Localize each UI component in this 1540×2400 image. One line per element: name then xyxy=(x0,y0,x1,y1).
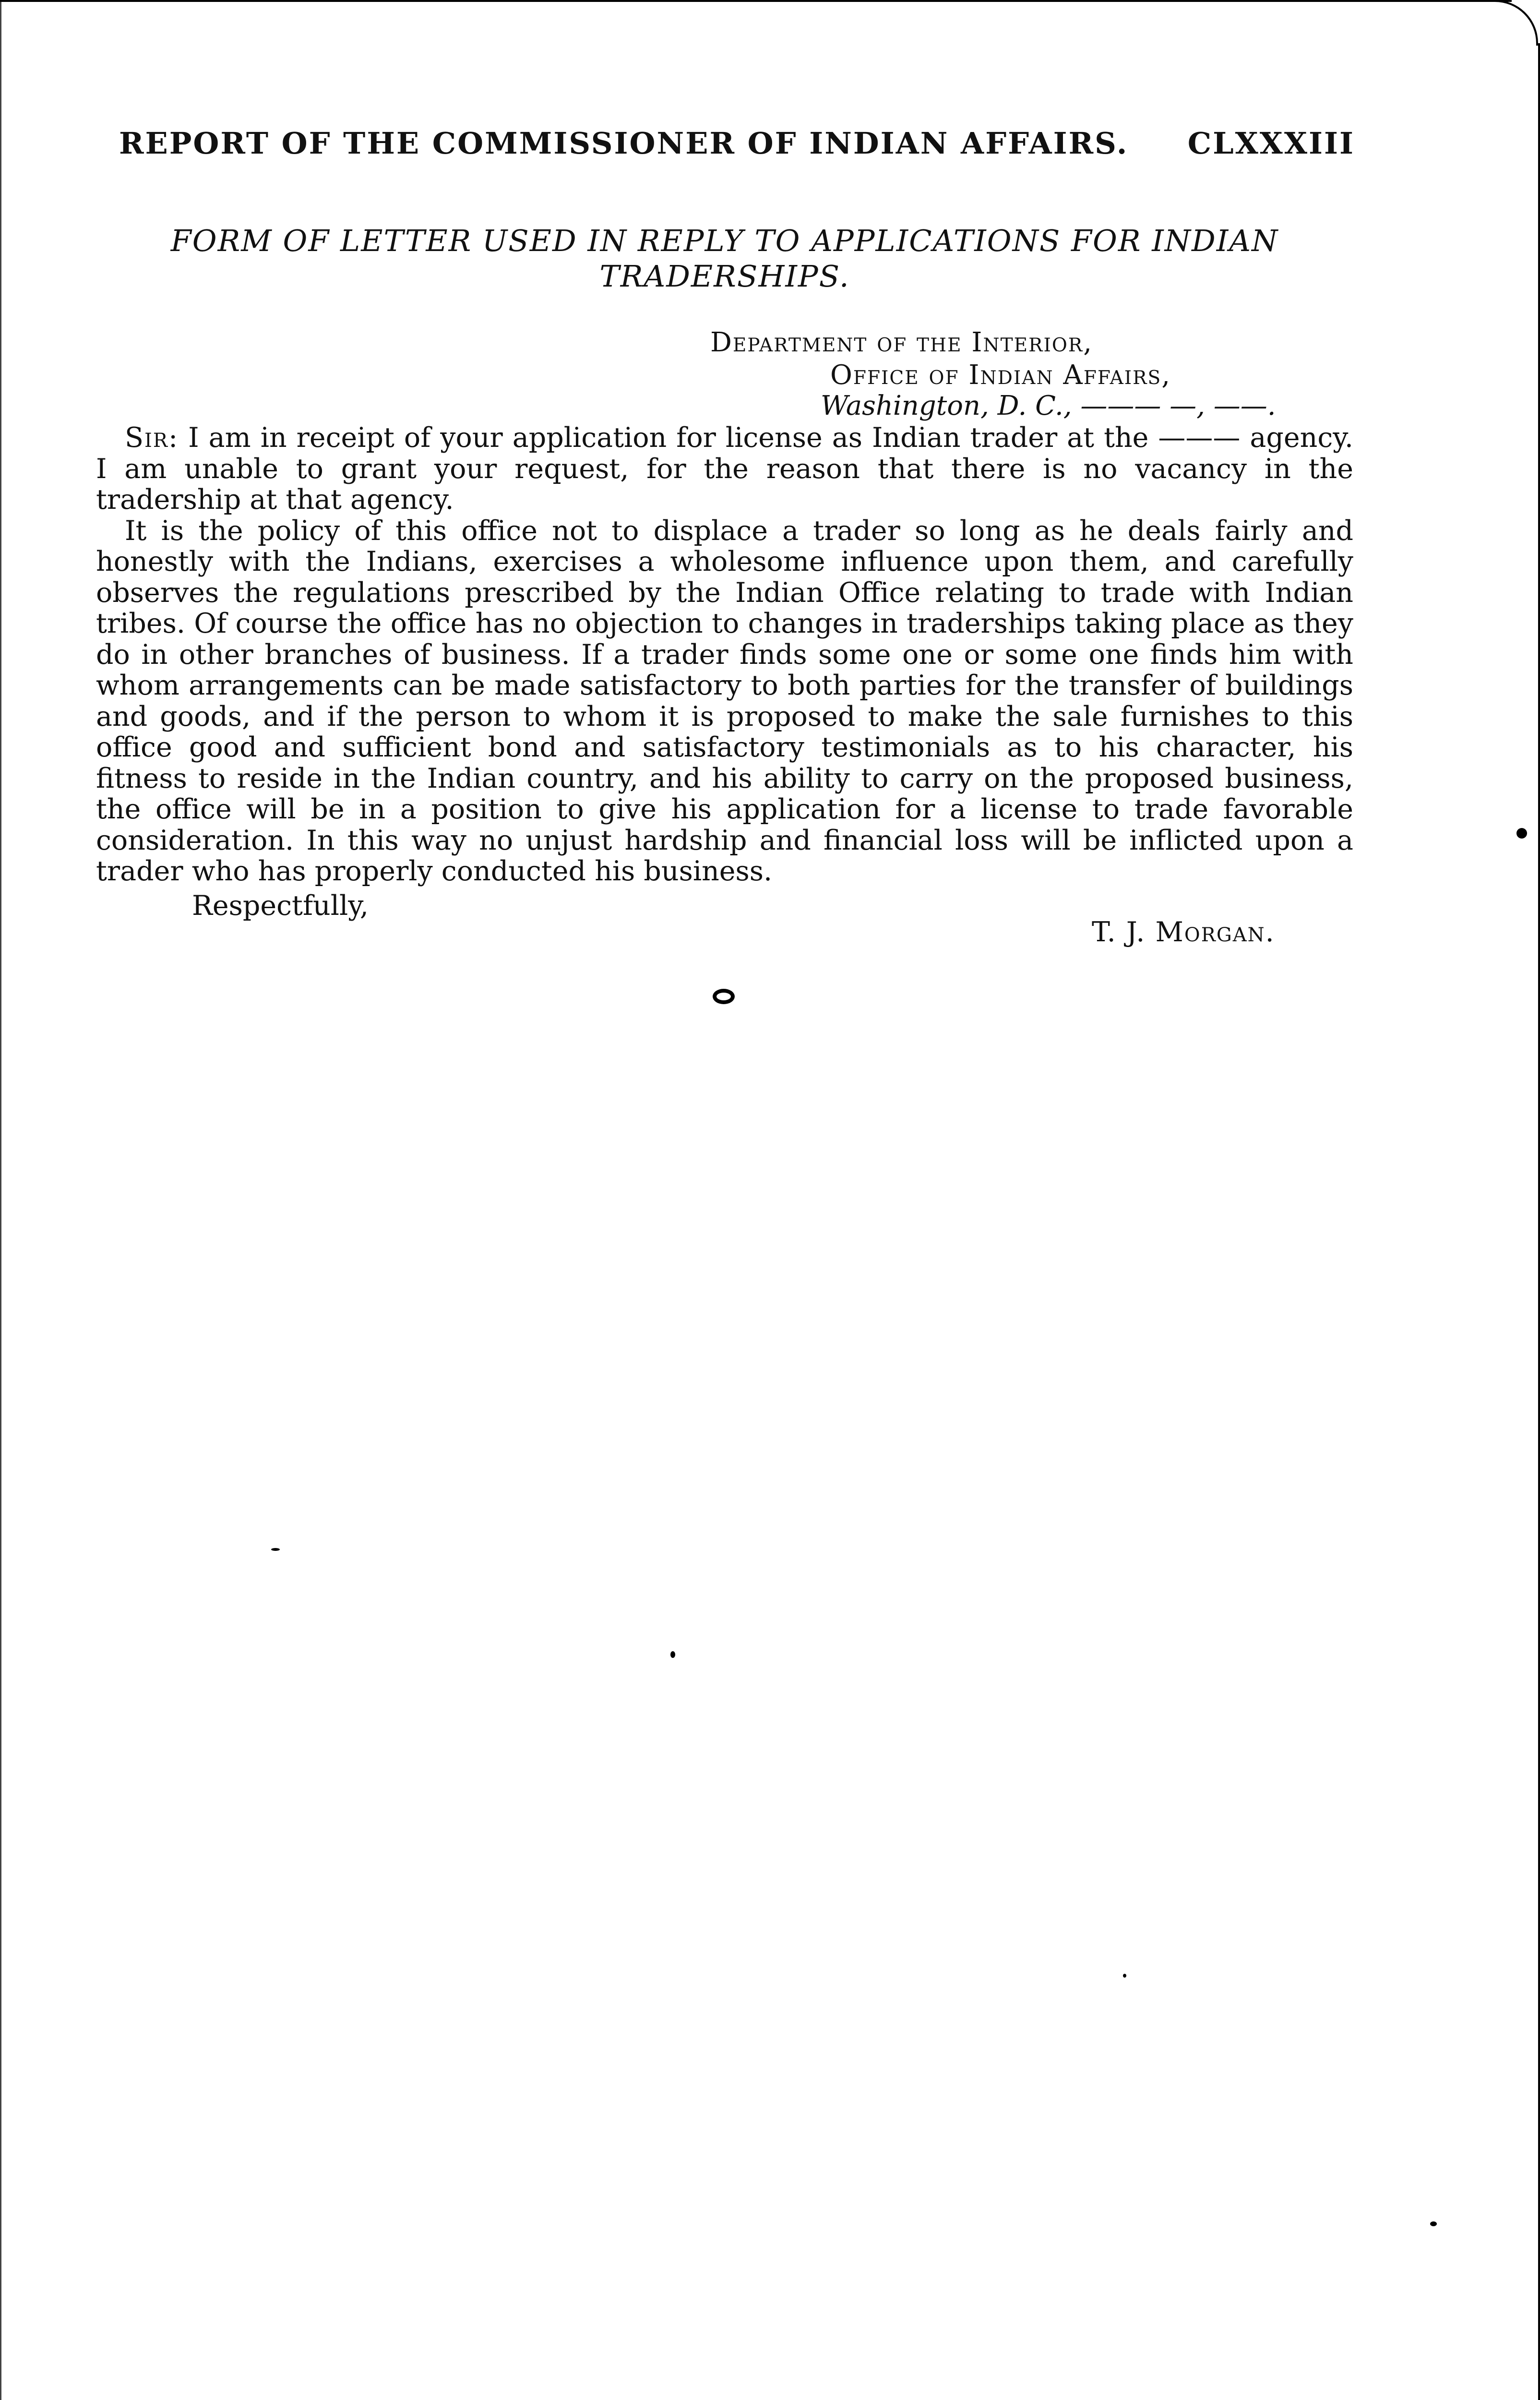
running-head-title: REPORT OF THE COMMISSIONER OF INDIAN AFFAIRS. xyxy=(119,126,1129,161)
speck xyxy=(1123,1974,1126,1978)
page-number: CLXXXIII xyxy=(1187,126,1355,161)
page-edge-left xyxy=(0,0,1,2400)
closing: Respectfully, xyxy=(192,890,369,922)
speck xyxy=(1430,2221,1437,2226)
address-place-date: Washington, D. C., ——— —, ——. xyxy=(821,390,1276,421)
form-title: FORM OF LETTER USED IN REPLY TO APPLICATIONS FOR INDIAN TRADERSHIPS. xyxy=(170,223,1279,294)
page-corner xyxy=(1488,0,1538,46)
address-department: Department of the Interior, xyxy=(710,327,1093,358)
letter-paragraph-2: It is the policy of this office not to displace a trader so long as he deals fairly and honestly with the Indians, exercises a wholesome influence upon them, and carefully observes the regulations prescribed by the Indian Office relating to trade with Indian tribes. Of course the office has no objection to changes in traderships taking place as they do in other branches of business. If a trader finds some one or some one finds him with whom arrangements can be made satisfactory to both parties for the transfer of buildings and goods, and if the person to whom it is proposed to make the sale furnishes to this office good and sufficient bond and satisfactory testimonials as to his character, his fitness to reside in the Indian country, and his ability to carry on the proposed business, the office will be in a position to give his application for a license to trade favorable consideration. In this way no unjust hardship and financial loss will be inflicted upon a trader who has properly conducted his business. xyxy=(96,515,1353,887)
address-office: Office of Indian Affairs, xyxy=(830,360,1171,391)
signature: T. J. Morgan. xyxy=(1092,916,1275,948)
letter-paragraph-1 xyxy=(96,422,1353,516)
speck xyxy=(271,1548,280,1551)
paragraph-1-text: I am in receipt of your application for license as Indian trader at the ——— agency. I am unable to grant your request, for the reason that there is no vacancy in the tradership at that agency. xyxy=(96,422,1353,516)
running-head xyxy=(119,126,1355,161)
letter-body xyxy=(96,422,1353,887)
salutation: Sir: xyxy=(125,422,179,454)
speck xyxy=(1516,828,1527,839)
ornament xyxy=(713,989,735,1004)
page-edge-right xyxy=(1538,43,1540,2400)
page-edge-top xyxy=(0,0,1512,2)
speck xyxy=(670,1651,675,1658)
